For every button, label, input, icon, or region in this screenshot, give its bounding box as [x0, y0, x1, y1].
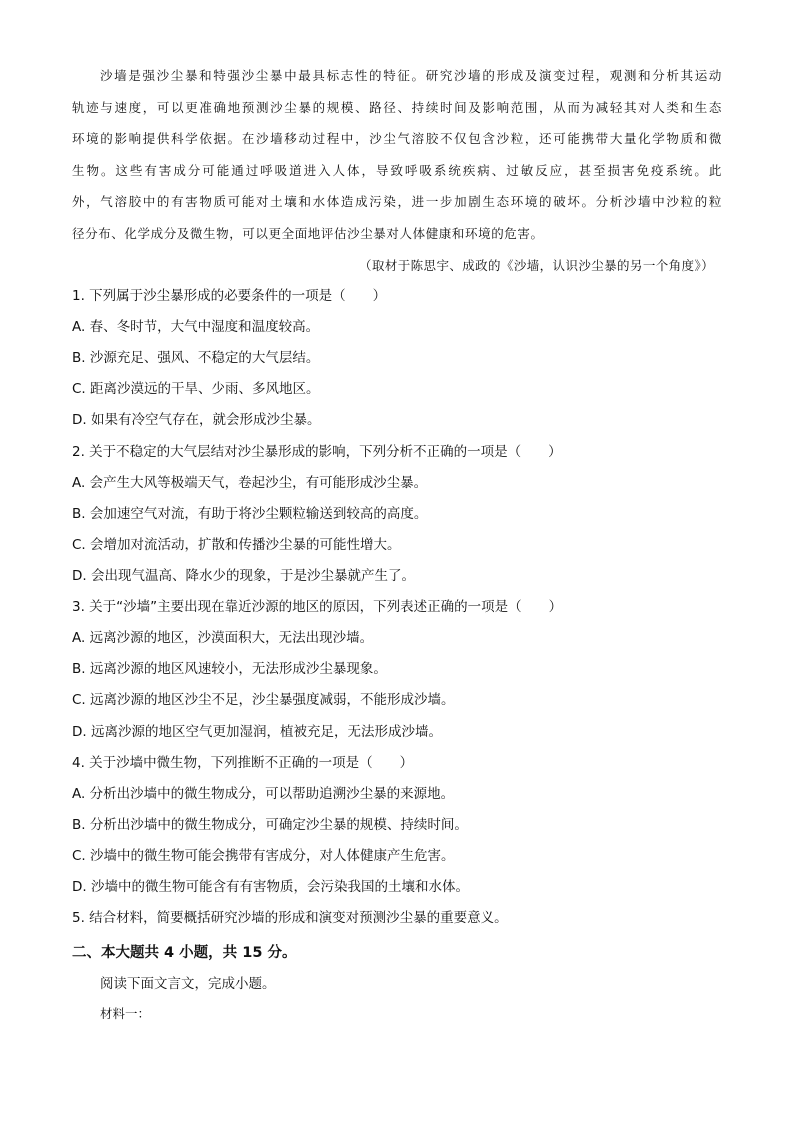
question-2-option-d[interactable]: D. 会出现气温高、降水少的现象，于是沙尘暴就产生了。	[72, 568, 415, 584]
question-3-option-c[interactable]: C. 远离沙源的地区沙尘不足，沙尘暴强度减弱，不能形成沙墙。	[72, 692, 455, 708]
material-label: 材料一：	[100, 1006, 151, 1021]
question-1-option-d[interactable]: D. 如果有冷空气存在，就会形成沙尘暴。	[72, 412, 321, 428]
question-1-option-a[interactable]: A. 春、冬时节，大气中湿度和温度较高。	[72, 319, 320, 335]
question-2-option-b[interactable]: B. 会加速空气对流，有助于将沙尘颗粒输送到较高的高度。	[72, 506, 428, 522]
section-title: 二、本大题共 4 小题，共 15 分。	[72, 945, 297, 961]
question-5-stem: 5. 结合材料，简要概括研究沙墙的形成和演变对预测沙尘暴的重要意义。	[72, 910, 508, 926]
question-4-option-c[interactable]: C. 沙墙中的微生物可能会携带有害成分，对人体健康产生危害。	[72, 848, 455, 864]
question-2-stem: 2. 关于不稳定的大气层结对沙尘暴形成的影响，下列分析不正确的一项是（ ）	[72, 444, 562, 460]
question-4-option-d[interactable]: D. 沙墙中的微生物可能含有有害物质，会污染我国的土壤和水体。	[72, 879, 469, 895]
question-4-option-a[interactable]: A. 分析出沙墙中的微生物成分，可以帮助追溯沙尘暴的来源地。	[72, 786, 455, 802]
passage-line: 外，气溶胶中的有害物质可能对土壤和水体造成污染，进一步加剧生态环境的破坏。分析沙墙中沙粒的粒	[72, 194, 722, 209]
question-1-option-b[interactable]: B. 沙源充足、强风、不稳定的大气层结。	[72, 350, 320, 366]
section-instruction: 阅读下面文言文，完成小题。	[100, 976, 276, 992]
question-3-stem: 3. 关于“沙墙”主要出现在靠近沙源的地区的原因，下列表述正确的一项是（ ）	[72, 599, 563, 615]
passage-line: 生物。这些有害成分可能通过呼吸道进入人体，导致呼吸系统疾病、过敏反应，甚至损害免疫系统。此	[72, 163, 722, 178]
question-3-option-b[interactable]: B. 远离沙源的地区风速较小，无法形成沙尘暴现象。	[72, 661, 387, 677]
question-3-option-a[interactable]: A. 远离沙源的地区，沙漠面积大，无法出现沙墙。	[72, 630, 374, 646]
question-4-stem: 4. 关于沙墙中微生物，下列推断不正确的一项是（ ）	[72, 755, 414, 771]
passage-line: 沙墙是强沙尘暴和特强沙尘暴中最具标志性的特征。研究沙墙的形成及演变过程，观测和分析其运动	[100, 68, 722, 83]
question-2-option-c[interactable]: C. 会增加对流活动，扩散和传播沙尘暴的可能性增大。	[72, 537, 401, 553]
passage-line: 轨迹与速度，可以更准确地预测沙尘暴的规模、路径、持续时间及影响范围，从而为减轻其对人类和生态	[72, 100, 722, 115]
question-4-option-b[interactable]: B. 分析出沙墙中的微生物成分，可确定沙尘暴的规模、持续时间。	[72, 817, 468, 833]
question-1-option-c[interactable]: C. 距离沙漠远的干旱、少雨、多风地区。	[72, 381, 320, 397]
passage-source: （取材于陈思宇、成政的《沙墙，认识沙尘暴的另一个角度》）	[359, 258, 714, 273]
passage-line: 环境的影响提供科学依据。在沙墙移动过程中，沙尘气溶胶不仅包含沙粒，还可能携带大量化学物质和微	[72, 131, 722, 146]
passage-line: 径分布、化学成分及微生物，可以更全面地评估沙尘暴对人体健康和环境的危害。	[72, 226, 544, 241]
question-3-option-d[interactable]: D. 远离沙源的地区空气更加湿润，植被充足，无法形成沙墙。	[72, 724, 442, 740]
question-2-option-a[interactable]: A. 会产生大风等极端天气，卷起沙尘，有可能形成沙尘暴。	[72, 475, 428, 491]
question-1-stem: 1. 下列属于沙尘暴形成的必要条件的一项是（ ）	[72, 288, 387, 304]
